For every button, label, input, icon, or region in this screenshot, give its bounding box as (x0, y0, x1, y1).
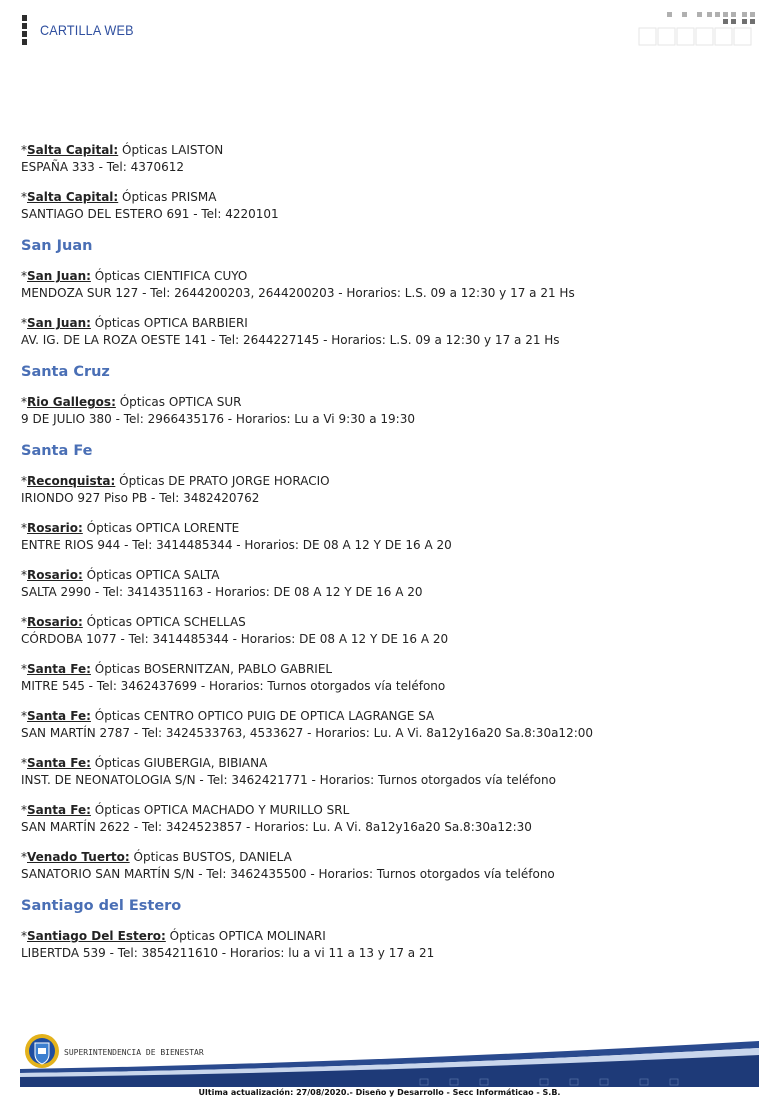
provider-name: Ópticas OPTICA SCHELLAS (86, 615, 246, 629)
province-heading: Santa Cruz (21, 364, 110, 380)
provider-name: Ópticas BUSTOS, DANIELA (133, 850, 292, 864)
city-label: Salta Capital: (27, 190, 119, 204)
organization-name: SUPERINTENDENCIA DE BIENESTAR (64, 1048, 204, 1057)
city-label: Salta Capital: (27, 143, 119, 157)
provider-details: SANTIAGO DEL ESTERO 691 - Tel: 4220101 (21, 207, 279, 221)
city-label: San Juan: (27, 316, 91, 330)
provider-list (21, 142, 741, 975)
provider-entry: *Salta Capital: Ópticas LAISTON ESPAÑA 333 - Tel: 4370612 (21, 143, 224, 174)
provider-details: MITRE 545 - Tel: 3462437699 - Horarios: Turnos otorgados vía teléfono (21, 679, 446, 693)
city-label: Reconquista: (27, 474, 116, 488)
provider-details: SANATORIO SAN MARTÍN S/N - Tel: 3462435500 - Horarios: Turnos otorgados vía teléfono (21, 867, 555, 881)
provider-entry: *Salta Capital: Ópticas PRISMA SANTIAGO DEL ESTERO 691 - Tel: 4220101 (21, 190, 279, 221)
provider-entry: *San Juan: Ópticas CIENTIFICA CUYO MENDOZA SUR 127 - Tel: 2644200203, 2644200203 - Horarios: L.S. 09 a 12:30 y 17 a 21 Hs (21, 269, 575, 300)
provider-entry: *Rio Gallegos: Ópticas OPTICA SUR 9 DE JULIO 380 - Tel: 2966435176 - Horarios: Lu a Vi 9:30 a 19:30 (21, 395, 415, 426)
city-label: Santa Fe: (27, 803, 91, 817)
provider-name: Ópticas OPTICA MACHADO Y MURILLO SRL (94, 803, 350, 817)
provider-name: Ópticas LAISTON (122, 143, 224, 157)
provider-details: MENDOZA SUR 127 - Tel: 2644200203, 2644200203 - Horarios: L.S. 09 a 12:30 y 17 a 21 Hs (21, 286, 575, 300)
provider-entry: *Rosario: Ópticas OPTICA SALTA SALTA 2990 - Tel: 3414351163 - Horarios: DE 08 A 12 Y DE 16 A 20 (21, 568, 423, 599)
provider-name: Ópticas CENTRO OPTICO PUIG DE OPTICA LAGRANGE SA (94, 709, 435, 723)
city-label: Rio Gallegos: (27, 395, 116, 409)
provider-details: AV. IG. DE LA ROZA OESTE 141 - Tel: 2644227145 - Horarios: L.S. 09 a 12:30 y 17 a 21 Hs (21, 333, 560, 347)
province-heading: Santiago del Estero (21, 898, 182, 914)
city-label: Rosario: (27, 521, 83, 535)
city-label: Santiago Del Estero: (27, 929, 166, 943)
provider-name: Ópticas OPTICA BARBIERI (94, 316, 248, 330)
provider-name: Ópticas PRISMA (122, 190, 217, 204)
institution-seal-logo (24, 1033, 60, 1069)
provider-details: CÓRDOBA 1077 - Tel: 3414485344 - Horarios: DE 08 A 12 Y DE 16 A 20 (21, 632, 449, 646)
provider-entry: *Santa Fe: Ópticas OPTICA MACHADO Y MURILLO SRL SAN MARTÍN 2622 - Tel: 3424523857 - Horarios: Lu. A Vi. 8a12y16a20 Sa.8:30a12:30 (21, 803, 532, 834)
provider-details: SALTA 2990 - Tel: 3414351163 - Horarios: DE 08 A 12 Y DE 16 A 20 (21, 585, 423, 599)
provider-details: LIBERTDA 539 - Tel: 3854211610 - Horarios: lu a vi 11 a 13 y 17 a 21 (21, 946, 435, 960)
provider-entry: *Santa Fe: Ópticas CENTRO OPTICO PUIG DE OPTICA LAGRANGE SA SAN MARTÍN 2787 - Tel: 3424533763, 4533627 - Horarios: Lu. A Vi. 8a12y16a20 Sa.8:30a12:00 (21, 709, 594, 740)
city-label: Santa Fe: (27, 756, 91, 770)
provider-entry: *Venado Tuerto: Ópticas BUSTOS, DANIELA SANATORIO SAN MARTÍN S/N - Tel: 3462435500 - Horarios: Turnos otorgados vía teléfono (21, 850, 555, 881)
provider-name: Ópticas BOSERNITZAN, PABLO GABRIEL (94, 662, 333, 676)
header-accent-bar (22, 15, 27, 47)
city-label: Venado Tuerto: (27, 850, 130, 864)
province-heading: Santa Fe (21, 443, 93, 459)
provider-name: Ópticas OPTICA SALTA (86, 568, 220, 582)
city-label: San Juan: (27, 269, 91, 283)
provider-details: SAN MARTÍN 2622 - Tel: 3424523857 - Horarios: Lu. A Vi. 8a12y16a20 Sa.8:30a12:30 (21, 820, 532, 834)
province-heading: San Juan (21, 238, 93, 254)
city-label: Santa Fe: (27, 662, 91, 676)
provider-details: IRIONDO 927 Piso PB - Tel: 3482420762 (21, 491, 260, 505)
city-label: Rosario: (27, 615, 83, 629)
provider-details: 9 DE JULIO 380 - Tel: 2966435176 - Horarios: Lu a Vi 9:30 a 19:30 (21, 412, 415, 426)
provider-name: Ópticas DE PRATO JORGE HORACIO (119, 474, 330, 488)
provider-details: SAN MARTÍN 2787 - Tel: 3424533763, 4533627 - Horarios: Lu. A Vi. 8a12y16a20 Sa.8:30a12:00 (21, 726, 594, 740)
city-label: Santa Fe: (27, 709, 91, 723)
page-footer (0, 1025, 759, 1101)
header-decoration (637, 12, 759, 48)
provider-entry: *Santiago Del Estero: Ópticas OPTICA MOLINARI LIBERTDA 539 - Tel: 3854211610 - Horarios: lu a vi 11 a 13 y 17 a 21 (21, 929, 435, 960)
last-update-text: Ultima actualización: 27/08/2020.- Diseño y Desarrollo - Secc Informáticao - S.B. (198, 1088, 561, 1097)
provider-name: Ópticas OPTICA MOLINARI (169, 929, 326, 943)
provider-entry: *Rosario: Ópticas OPTICA LORENTE ENTRE RIOS 944 - Tel: 3414485344 - Horarios: DE 08 A 12 Y DE 16 A 20 (21, 521, 452, 552)
provider-entry: *Santa Fe: Ópticas BOSERNITZAN, PABLO GABRIEL MITRE 545 - Tel: 3462437699 - Horarios: Turnos otorgados vía teléfono (21, 662, 446, 693)
city-label: Rosario: (27, 568, 83, 582)
provider-name: Ópticas OPTICA LORENTE (86, 521, 240, 535)
provider-entry: *Rosario: Ópticas OPTICA SCHELLAS CÓRDOBA 1077 - Tel: 3414485344 - Horarios: DE 08 A 12 Y DE 16 A 20 (21, 615, 449, 646)
footer-band (20, 1039, 759, 1087)
provider-name: Ópticas GIUBERGIA, BIBIANA (94, 756, 268, 770)
provider-entry: *San Juan: Ópticas OPTICA BARBIERI AV. IG. DE LA ROZA OESTE 141 - Tel: 2644227145 - Horarios: L.S. 09 a 12:30 y 17 a 21 Hs (21, 316, 560, 347)
provider-details: INST. DE NEONATOLOGIA S/N - Tel: 3462421771 - Horarios: Turnos otorgados vía teléfono (21, 773, 556, 787)
provider-entry: *Reconquista: Ópticas DE PRATO JORGE HORACIO IRIONDO 927 Piso PB - Tel: 3482420762 (21, 474, 330, 505)
provider-details: ENTRE RIOS 944 - Tel: 3414485344 - Horarios: DE 08 A 12 Y DE 16 A 20 (21, 538, 452, 552)
provider-name: Ópticas CIENTIFICA CUYO (94, 269, 248, 283)
provider-name: Ópticas OPTICA SUR (119, 395, 242, 409)
provider-details: ESPAÑA 333 - Tel: 4370612 (21, 160, 185, 174)
page-title: CARTILLA WEB (40, 22, 134, 38)
provider-entry: *Santa Fe: Ópticas GIUBERGIA, BIBIANA INST. DE NEONATOLOGIA S/N - Tel: 3462421771 - Horarios: Turnos otorgados vía teléfono (21, 756, 556, 787)
